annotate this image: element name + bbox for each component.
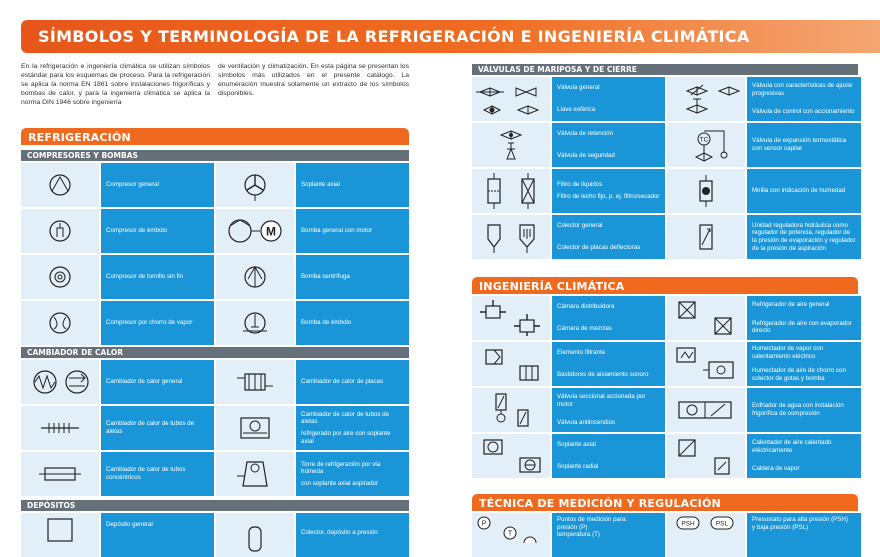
valvula-general-icon bbox=[472, 77, 550, 121]
desc-text: Válvula de control con accionamiento bbox=[752, 108, 855, 116]
desc-text: Compresor general bbox=[106, 181, 159, 189]
desc-text: Cambiador de calor de tubos concéntricos bbox=[106, 466, 186, 481]
desc-cell bbox=[552, 77, 665, 121]
cambiador-aire-icon bbox=[216, 406, 294, 450]
desc-cell bbox=[747, 123, 861, 167]
valvulas-grid bbox=[472, 77, 861, 259]
desc-text: Enfriador de agua con instalación frigorífica de compresión bbox=[752, 402, 844, 417]
desc-cell bbox=[747, 215, 861, 259]
desc-text: Válvula antiincendios bbox=[557, 419, 616, 427]
cambiador-grid bbox=[21, 360, 409, 496]
desc-cell bbox=[747, 169, 861, 213]
motor-letter: M bbox=[266, 224, 276, 239]
deposito-general-icon bbox=[21, 513, 99, 557]
desc-text: Válvula de retención bbox=[557, 130, 614, 138]
desc-text: Soplante radial bbox=[557, 463, 599, 471]
psl-label: PSL bbox=[715, 520, 729, 528]
desc-text: Cámara de mezclas bbox=[557, 325, 613, 333]
bomba-motor-icon bbox=[216, 209, 294, 253]
desc-cell bbox=[747, 388, 861, 432]
desc-cell bbox=[101, 406, 214, 450]
desc-text: Mirilla con indicación de humedad bbox=[752, 187, 846, 195]
subsection-title: VÁLVULAS DE MARIPOSA Y DE CIERRE bbox=[478, 65, 637, 74]
desc-cell bbox=[101, 209, 214, 253]
desc-text: Presostato para alta presión (PSH) bbox=[752, 516, 848, 523]
desc-text: presión (P) bbox=[557, 523, 588, 531]
desc-text: Cámara distribuidora bbox=[557, 303, 615, 311]
section-climatica bbox=[472, 277, 858, 294]
desc-cell bbox=[552, 169, 665, 213]
desc-text: Compresor por chorro de vapor bbox=[106, 319, 193, 327]
page-title: SÍMBOLOS Y TERMINOLOGÍA DE LA REFRIGERACIÓN E INGENIERÍA CLIMÁTICA bbox=[38, 27, 750, 46]
desc-text: Colector, depósito a presión bbox=[301, 529, 378, 536]
desc-cell bbox=[296, 360, 409, 404]
desc-text: Depósito general bbox=[106, 521, 153, 528]
desc-cell bbox=[296, 513, 409, 557]
desc-cell bbox=[296, 301, 409, 345]
compresor-general-icon bbox=[21, 163, 99, 207]
desc-text: Caldera de vapor bbox=[752, 465, 800, 473]
desc-text: temperatura (T) bbox=[557, 531, 600, 539]
desc-text: Calentador de aire calentado eléctricamente bbox=[752, 439, 832, 454]
refrigerador-aire-icon bbox=[667, 296, 745, 340]
title-banner bbox=[21, 20, 880, 53]
soplante-axial-icon bbox=[216, 163, 294, 207]
filtro-icon bbox=[472, 342, 550, 386]
desc-text: Compresor de émbolo bbox=[106, 227, 168, 235]
colector-general-icon bbox=[472, 215, 550, 259]
desc-text: Colector de placas deflectoras bbox=[557, 244, 641, 252]
desc-cell bbox=[552, 342, 665, 386]
intro-col1: En la refrigeración e ingeniería climática se utilizan símbolos estándar para los esquemas de proceso. Para la refrigeración se aplica la norma EN 1861 sobre instalaciones frigoríficas y bombas de calor, y para la ingeniería climática se aplica la norma DIN 1946 sobre ingeniería bbox=[21, 63, 210, 106]
section-refrigeracion bbox=[21, 128, 409, 145]
desc-cell bbox=[296, 406, 409, 450]
desc-cell bbox=[101, 163, 214, 207]
desc-text: refrigerado por aire con soplante axial bbox=[301, 430, 391, 445]
section-medicion bbox=[472, 494, 858, 511]
subsection-title: DEPÓSITOS bbox=[27, 501, 76, 510]
desc-cell bbox=[101, 301, 214, 345]
bomba-embolo-icon bbox=[216, 301, 294, 345]
desc-text: Compresor de tornillo sin fin bbox=[106, 273, 184, 281]
desc-text: Válvula de expansión termostática con sensor capilar bbox=[752, 137, 847, 152]
desc-text: con soplante axial aspirador bbox=[301, 479, 379, 487]
desc-cell bbox=[747, 77, 861, 121]
medicion-grid bbox=[472, 513, 861, 557]
desc-cell bbox=[747, 296, 861, 340]
cambiador-placas-icon bbox=[216, 360, 294, 404]
desc-text: Soplante axial bbox=[557, 441, 596, 449]
camara-icon bbox=[472, 296, 550, 340]
subsection-valvulas bbox=[472, 64, 858, 75]
desc-cell bbox=[552, 388, 665, 432]
desc-text: Soplante axial bbox=[301, 181, 340, 189]
desc-text: Llave esférica bbox=[557, 106, 596, 114]
section-title: TÉCNICA DE MEDICIÓN Y REGULACIÓN bbox=[479, 497, 721, 510]
desc-cell bbox=[552, 123, 665, 167]
filtro-liquidos-icon bbox=[472, 169, 550, 213]
calentador-icon bbox=[667, 434, 745, 478]
desc-text: Filtro de líquidos bbox=[557, 181, 603, 189]
desc-cell bbox=[101, 360, 214, 404]
compresor-tornillo-icon bbox=[21, 255, 99, 299]
desc-text: Unidad reguladora hidráulica como regulador de potencia, regulador de la presión de evaporación y regulador de la presión de aspiración bbox=[752, 221, 856, 252]
desc-cell bbox=[296, 255, 409, 299]
humectador-icon bbox=[667, 342, 745, 386]
mirilla-icon bbox=[667, 169, 745, 213]
desc-cell bbox=[296, 163, 409, 207]
intro-col2: de ventilación y climatización. En esta página se presentan los símbolos más utilizados en el presente catálogo. La enumeración muestra solamente un extracto de los símbolos disponibles. bbox=[218, 63, 409, 97]
desc-text: Humectador de vapor con calentamiento eléctrico bbox=[752, 345, 824, 360]
enfriador-agua-icon bbox=[667, 388, 745, 432]
psh-label: PSH bbox=[681, 520, 695, 528]
valvula-seccional-icon bbox=[472, 388, 550, 432]
valvula-expansion-icon bbox=[667, 123, 745, 167]
desc-cell bbox=[101, 513, 214, 557]
desc-cell bbox=[552, 434, 665, 478]
desc-cell bbox=[552, 513, 665, 557]
cambiador-aletas-icon bbox=[21, 406, 99, 450]
desc-text: Bomba centrífuga bbox=[301, 273, 350, 281]
subsection-depositos bbox=[21, 500, 409, 511]
bomba-centrifuga-icon bbox=[216, 255, 294, 299]
climatica-grid bbox=[472, 296, 861, 478]
section-title: INGENIERÍA CLIMÁTICA bbox=[479, 280, 625, 293]
tc-label: TC bbox=[699, 136, 709, 144]
subsection-compresores bbox=[21, 150, 409, 161]
t-label: T bbox=[507, 530, 513, 538]
puntos-medicion-icon bbox=[472, 513, 550, 557]
presostato-icon bbox=[667, 513, 745, 557]
desc-text: y baja presión (PSL) bbox=[752, 523, 809, 531]
desc-text: Válvula general bbox=[557, 84, 600, 92]
desc-text: Válvula con características de ajuste progresivas bbox=[752, 82, 853, 97]
cambiador-concentricos-icon bbox=[21, 452, 99, 496]
desc-text: Cambiador de calor de placas bbox=[301, 378, 384, 386]
desc-text: Válvula seccional accionada por motor bbox=[557, 393, 646, 408]
desc-text: Filtro de lecho fijo, p. ej. filtro/secador bbox=[557, 193, 660, 200]
desc-text: Torre de refrigeración por vía húmeda bbox=[301, 460, 381, 476]
desc-text: Refrigerador de aire con evaporador directo bbox=[752, 319, 852, 335]
desc-text: Colector general bbox=[557, 222, 603, 230]
desc-cell bbox=[101, 452, 214, 496]
compresores-grid bbox=[21, 163, 409, 345]
desc-text: Válvula de seguridad bbox=[557, 152, 615, 160]
subsection-title: CAMBIADOR DE CALOR bbox=[27, 348, 124, 357]
desc-cell bbox=[552, 296, 665, 340]
p-label: P bbox=[481, 520, 487, 528]
desc-text: Bomba de émbolo bbox=[301, 319, 352, 327]
desc-text: Cambiador de calor de tubos de aletas bbox=[301, 410, 390, 426]
desc-cell bbox=[552, 215, 665, 259]
subsection-cambiador bbox=[21, 347, 409, 358]
torre-refrigeracion-icon bbox=[216, 452, 294, 496]
desc-text: Bastidores de aislamiento sonoro bbox=[557, 371, 649, 379]
soplante-icon bbox=[472, 434, 550, 478]
desc-text: Humectador de aire de chorro con colector de gotas y bomba bbox=[752, 367, 846, 382]
desc-text: Bomba general con motor bbox=[301, 227, 373, 235]
desc-cell bbox=[101, 255, 214, 299]
compresor-chorro-icon bbox=[21, 301, 99, 345]
subsection-title: COMPRESORES Y BOMBAS bbox=[27, 151, 138, 160]
unidad-reguladora-icon bbox=[667, 215, 745, 259]
desc-cell bbox=[747, 342, 861, 386]
compresor-embolo-icon bbox=[21, 209, 99, 253]
desc-text: Elemento filtrante bbox=[557, 349, 606, 357]
desc-text: Cambiador de calor de tubos de aletas bbox=[106, 420, 195, 435]
cambiador-general-icon bbox=[21, 360, 99, 404]
valvula-retencion-icon bbox=[472, 123, 550, 167]
depositos-grid bbox=[21, 513, 409, 557]
desc-text: Refrigerador de aire general bbox=[752, 301, 830, 309]
valvula-control-icon bbox=[667, 77, 745, 121]
colector-deposito-icon bbox=[216, 513, 294, 557]
desc-cell bbox=[296, 209, 409, 253]
desc-text: Puntos de medición para: bbox=[557, 516, 628, 523]
section-title: REFRIGERACIÓN bbox=[28, 131, 131, 144]
desc-cell bbox=[296, 452, 409, 496]
desc-cell bbox=[747, 513, 861, 557]
desc-cell bbox=[747, 434, 861, 478]
desc-text: Cambiador de calor general bbox=[106, 378, 183, 386]
